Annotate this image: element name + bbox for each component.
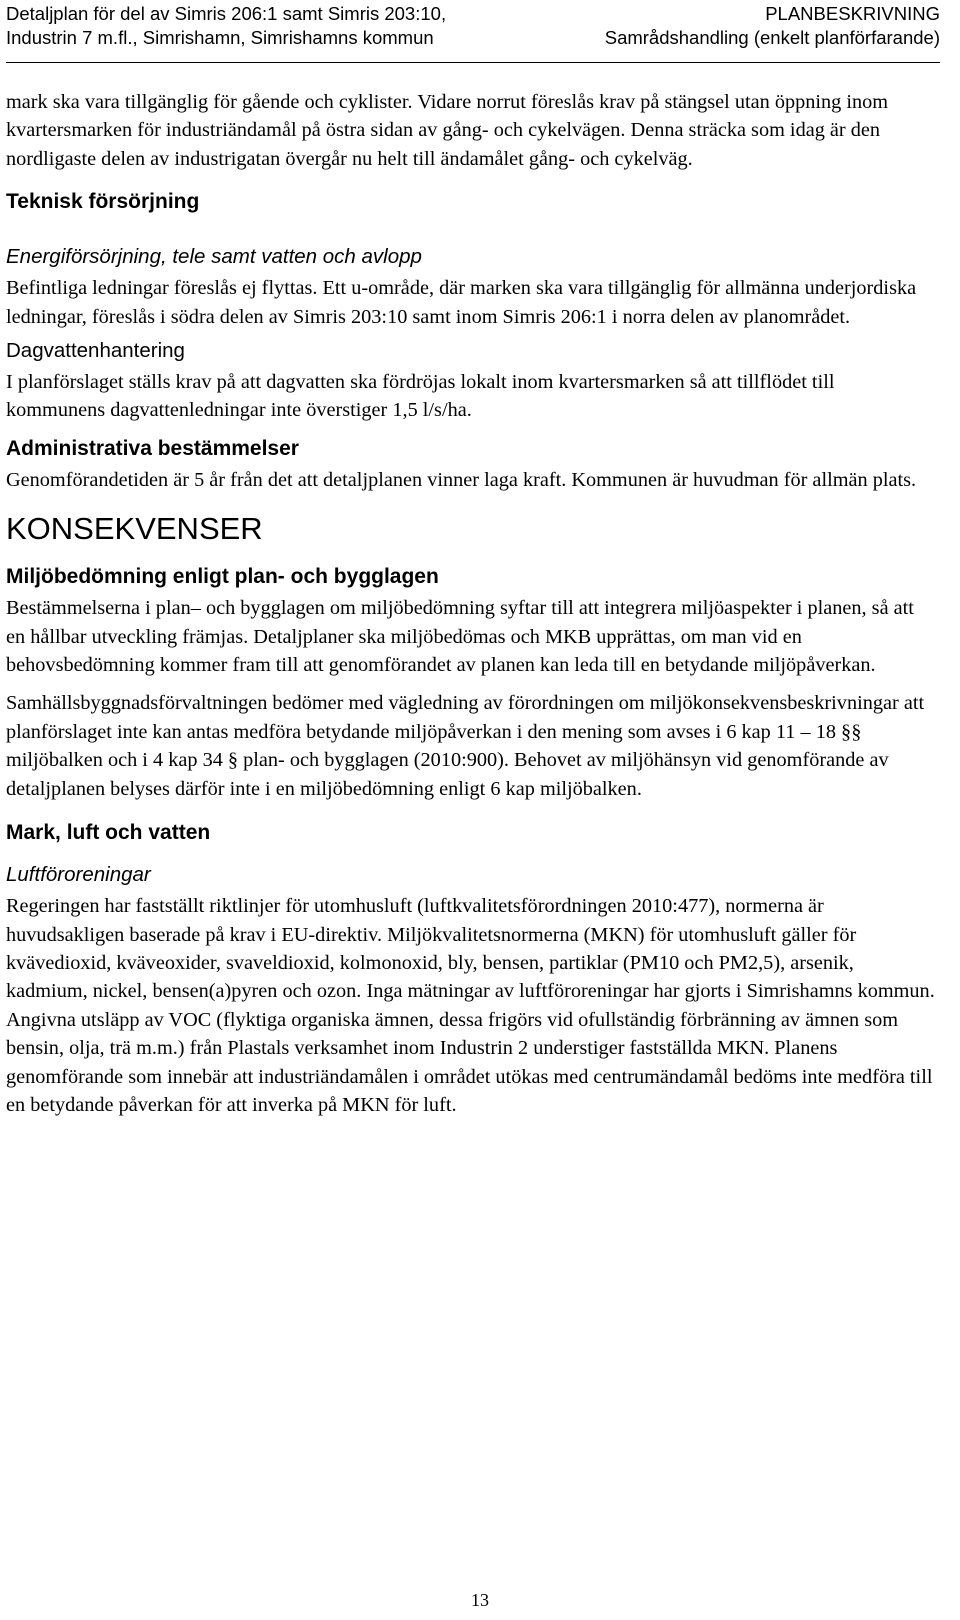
subheading-luftfororeningar: Luftföroreningar bbox=[6, 863, 151, 887]
header-doc-type: PLANBESKRIVNING bbox=[765, 3, 940, 24]
header-plan-title: Detaljplan för del av Simris 206:1 samt Simris 203:10, bbox=[6, 3, 447, 24]
heading-konsekvenser: KONSEKVENSER bbox=[6, 511, 263, 547]
paragraph-intro: mark ska vara tillgänglig för gående och cyklister. Vidare norrut föreslås krav på stängsel utan öppning inom kvartersmarken för industriändamål på östra sidan av gång- och cykelvägen. Denna sträcka som idag är den nordligaste delen av industrigatan övergår nu helt till ändamålet gång- och cykelväg. bbox=[6, 91, 889, 170]
paragraph-miljobedomning-2: Samhällsbyggnadsförvaltningen bedömer med vägledning av förordningen om miljökonsekvensbeskrivningar att planförslaget inte kan antas medföra betydande miljöpåverkan i den mening som avses i 6 kap 11 – 18 §§ miljöbalken och i 4 kap 34 § plan- och bygglagen (2010:900). Behovet av miljöhänsyn vid genomförande av detaljplanen belyses därför inte i en miljöbedömning enligt 6 kap miljöbalken. bbox=[6, 692, 925, 800]
heading-teknisk-forsorjning: Teknisk försörjning bbox=[6, 190, 200, 214]
heading-miljobedomning: Miljöbedömning enligt plan- och bygglagen bbox=[6, 565, 439, 589]
paragraph-energiforsorjning: Befintliga ledningar föreslås ej flyttas. Ett u-område, där marken ska vara tillgänglig för allmänna underjordiska ledningar, föreslås i södra delen av Simris 203:10 samt inom Simris 206:1 i norra delen av planområdet. bbox=[6, 277, 917, 328]
header-divider bbox=[6, 62, 940, 63]
paragraph-dagvattenhantering: I planförslaget ställs krav på att dagvatten ska fördröjas lokalt inom kvartersmarken så att tillflödet till kommunens dagvattenledningar inte överstiger 1,5 l/s/ha. bbox=[6, 371, 835, 422]
header-plan-location: Industrin 7 m.fl., Simrishamn, Simrishamns kommun bbox=[6, 27, 434, 48]
page-content bbox=[6, 88, 936, 1129]
paragraph-miljobedomning-1: Bestämmelserna i plan– och bygglagen om miljöbedömning syftar till att integrera miljöaspekter i planen, så att en hållbar utveckling främjas. Detaljplaner ska miljöbedömas och MKB upprättas, om man vid en behovsbedömning kommer fram till att genomförandet av planen kan leda till en betydande miljöpåverkan. bbox=[6, 597, 914, 677]
subheading-dagvattenhantering: Dagvattenhantering bbox=[6, 339, 185, 363]
paragraph-administrativa-bestammelser: Genomförandetiden är 5 år från det att detaljplanen vinner laga kraft. Kommunen är huvudman för allmän plats. bbox=[6, 468, 917, 491]
heading-mark-luft-vatten: Mark, luft och vatten bbox=[6, 821, 211, 845]
page-number: 13 bbox=[471, 1590, 489, 1610]
header-doc-status: Samrådshandling (enkelt planförfarande) bbox=[604, 27, 940, 48]
heading-administrativa-bestammelser: Administrativa bestämmelser bbox=[6, 436, 299, 460]
subheading-energiforsorjning: Energiförsörjning, tele samt vatten och avlopp bbox=[6, 245, 422, 269]
header-left bbox=[6, 2, 446, 50]
paragraph-luftfororeningar: Regeringen har fastställt riktlinjer för utomhusluft (luftkvalitetsförordningen 2010:477), normerna är huvudsakligen baserade på krav i EU-direktiv. Miljökvalitetsnormerna (MKN) för utomhusluft gäller för kvävedioxid, kväveoxider, svaveldioxid, kolmonoxid, bly, bensen, partiklar (PM10 och PM2,5), arsenik, kadmium, nickel, bensen(a)pyren och ozon. Inga mätningar av luftföroreningar har gjorts i Simrishamns kommun. Angivna utsläpp av VOC (flyktiga organiska ämnen, dessa frigörs vid ofullständig förbränning av ämnen som bensin, olja, trä m.m.) från Plastals verksamhet inom Industrin 2 understiger fastställda MKN. Planens genomförande som innebär att industriändamålen i området utökas med centrumändamål bedöms inte medföra till en betydande påverkan för att inverka på MKN för luft. bbox=[6, 895, 935, 1116]
header-right bbox=[605, 2, 940, 50]
